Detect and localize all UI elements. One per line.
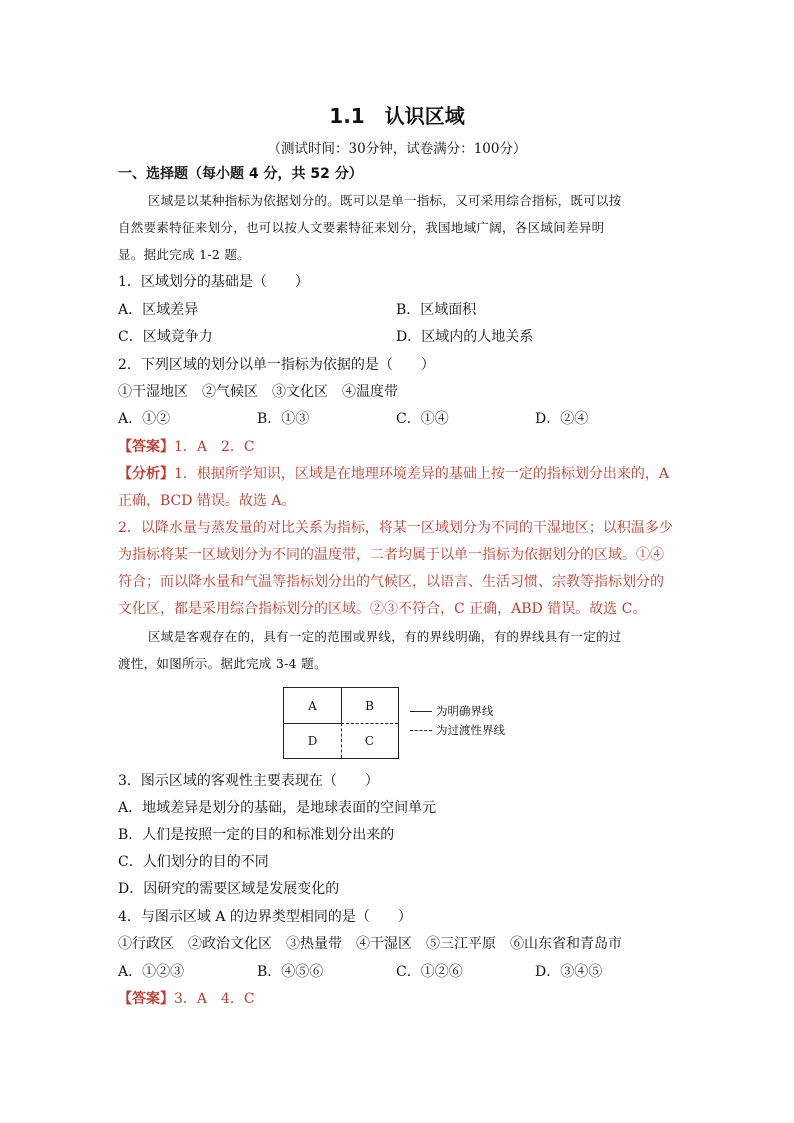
q3-option-d: D．因研究的需要区域是发展变化的 (118, 881, 340, 897)
legend-solid (410, 703, 494, 719)
q2-option-a: A．①② (118, 411, 171, 427)
dashed-line-symbol (410, 730, 432, 731)
region-boundary-diagram (283, 687, 399, 759)
transitional-boundary-line (341, 723, 398, 724)
q3-option-a: A．地域差异是划分的基础，是地球表面的空间单元 (118, 800, 437, 816)
material-line: 渡性，如图所示。据此完成 3-4 题。 (118, 656, 327, 671)
material-line: 显。据此完成 1-2 题。 (118, 247, 250, 262)
region-cell-d: D (307, 733, 318, 748)
analysis-block (118, 464, 669, 484)
q4-option-c: C．①②⑥ (396, 964, 463, 980)
q1-option-a: A．区域差异 (118, 302, 199, 318)
answer-label: 【答案】 (118, 991, 174, 1007)
analysis-line: 文化区，都是采用综合指标划分的区域。②③不符合，C 正确，ABD 错误。故选 C。 (118, 601, 647, 617)
analysis-line: 为指标将某一区域划分为不同的温度带，二者均属于以单一指标为依据划分的区域。①④ (118, 547, 664, 563)
analysis-label: 【分析】 (118, 466, 174, 482)
transitional-boundary-line (341, 723, 342, 758)
q2-option-c: C．①④ (396, 411, 449, 427)
q4-option-b: B．④⑤⑥ (257, 964, 324, 980)
q1-option-c: C．区域竞争力 (118, 329, 213, 345)
answer-label: 【答案】 (118, 439, 174, 455)
q4-items: ①行政区 ②政治文化区 ③热量带 ④干湿区 ⑤三江平原 ⑥山东省和青岛市 (118, 936, 622, 952)
material-line: 自然要素特征来划分，也可以按人文要素特征来划分，我国地域广阔，各区域间差异明 (118, 220, 605, 235)
test-info: （测试时间：30分钟，试卷满分：100分） (267, 141, 527, 157)
answer-text: 1．A 2．C (174, 439, 255, 455)
analysis-line: 正确，BCD 错误。故选 A。 (118, 493, 296, 509)
analysis-line: 1．根据所学知识，区域是在地理环境差异的基础上按一定的指标划分出来的，A (174, 466, 670, 482)
legend-dashed (410, 722, 505, 738)
legend-dashed-label: 为过渡性界线 (436, 723, 505, 737)
q4-option-d: D．③④⑤ (535, 964, 603, 980)
answer-block-2 (118, 989, 255, 1009)
question-4-stem: 4．与图示区域 A 的边界类型相同的是（ ） (118, 909, 412, 925)
question-2-stem: 2．下列区域的划分以单一指标为依据的是（ ） (118, 357, 435, 373)
q2-option-b: B．①③ (257, 411, 310, 427)
clear-boundary-line (341, 688, 342, 723)
region-cell-b: B (365, 698, 374, 713)
q1-option-b: B．区域面积 (396, 302, 477, 318)
material-line: 区域是客观存在的，具有一定的范围或界线，有的界线明确，有的界线具有一定的过 (148, 629, 622, 644)
q2-option-d: D．②④ (535, 411, 589, 427)
analysis-line: 2．以降水量与蒸发量的对比关系为指标，将某一区域划分为不同的干湿地区；以积温多少 (118, 520, 673, 536)
clear-boundary-line (284, 723, 341, 724)
material-line: 区域是以某种指标为依据划分的。既可以是单一指标，又可采用综合指标，既可以按 (148, 193, 622, 208)
q3-option-c: C．人们划分的目的不同 (118, 854, 269, 870)
q4-option-a: A．①②③ (118, 964, 185, 980)
solid-line-symbol (410, 711, 432, 712)
region-cell-a: A (308, 698, 317, 713)
question-1-stem: 1．区域划分的基础是（ ） (118, 274, 309, 290)
page-title: 1.1 认识区域 (329, 104, 465, 128)
q3-option-b: B．人们是按照一定的目的和标准划分出来的 (118, 827, 395, 843)
analysis-line: 符合；而以降水量和气温等指标划分出的气候区，以语言、生活习惯、宗教等指标划分的 (118, 574, 664, 590)
section-heading: 一、选择题（每小题 4 分，共 52 分） (118, 166, 363, 182)
question-3-stem: 3．图示区域的客观性主要表现在（ ） (118, 773, 379, 789)
q2-items: ①干湿地区 ②气候区 ③文化区 ④温度带 (118, 384, 398, 400)
legend-solid-label: 为明确界线 (436, 704, 494, 718)
region-cell-c: C (364, 733, 375, 748)
answer-text: 3．A 4．C (174, 991, 255, 1007)
q1-option-d: D．区域内的人地关系 (396, 329, 534, 345)
answer-block-1 (118, 437, 255, 457)
